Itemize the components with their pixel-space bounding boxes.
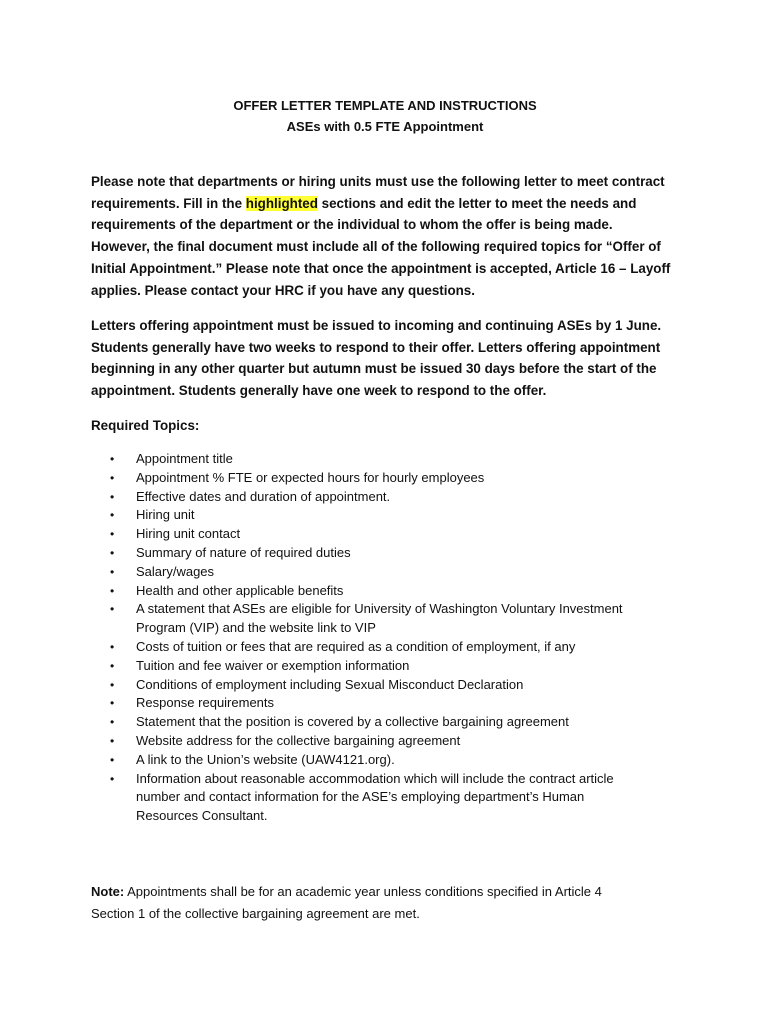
topic-item	[110, 638, 690, 657]
topic-item	[110, 751, 690, 770]
topic-item	[110, 713, 690, 732]
topic-text: A statement that ASEs are eligible for University of Washington Voluntary Investment	[136, 601, 623, 617]
bullet-icon: •	[110, 583, 115, 598]
bullet-icon: •	[110, 564, 115, 579]
topic-text: Website address for the collective bargaining agreement	[136, 732, 461, 748]
topic-text: Statement that the position is covered by a collective bargaining agreement	[136, 714, 569, 730]
topic-item	[110, 732, 690, 751]
topic-text: A link to the Union’s website (UAW4121.org).	[136, 751, 395, 767]
intro-line-3: requirements of the department or the individual to whom the offer is being made.	[91, 217, 613, 233]
bullet-icon: •	[110, 752, 115, 767]
topic-item	[110, 450, 690, 469]
topic-text: Hiring unit	[136, 507, 195, 523]
topic-text: Program (VIP) and the website link to VIP	[136, 620, 376, 636]
letters-line-3: beginning in any other quarter but autumn must be issued 30 days before the start of the	[91, 361, 657, 377]
topic-item	[110, 563, 690, 582]
intro-line-1: Please note that departments or hiring units must use the following letter to meet contract	[91, 174, 665, 189]
topic-text: Hiring unit contact	[136, 526, 241, 542]
topic-item	[110, 600, 690, 638]
topic-item	[110, 488, 690, 507]
topic-text: Health and other applicable benefits	[136, 582, 344, 598]
topic-text: Appointment title	[136, 451, 233, 466]
bullet-icon: •	[110, 639, 115, 654]
title-line-2: ASEs with 0.5 FTE Appointment	[286, 119, 484, 134]
topic-item	[110, 525, 690, 544]
topic-text: Response requirements	[136, 695, 275, 711]
bullet-icon: •	[110, 545, 115, 560]
note-line-2: Section 1 of the collective bargaining agreement are met.	[91, 906, 420, 921]
topic-text: Summary of nature of required duties	[136, 544, 351, 560]
topic-item	[110, 657, 690, 676]
highlighted-word: highlighted	[245, 195, 318, 211]
letters-line-1: Letters offering appointment must be issued to incoming and continuing ASEs by 1 June.	[91, 318, 662, 333]
bullet-icon: •	[110, 771, 115, 786]
bullet-icon: •	[110, 733, 115, 748]
topic-text: Tuition and fee waiver or exemption information	[136, 657, 410, 673]
required-topics-heading: Required Topics:	[91, 418, 200, 433]
bullet-icon: •	[110, 508, 115, 523]
bullet-icon: •	[110, 489, 115, 504]
topic-item	[110, 694, 690, 713]
note-paragraph	[91, 881, 691, 925]
intro-line-5: Initial Appointment.” Please note that once the appointment is accepted, Article 16 – Layoff	[91, 260, 671, 276]
topic-text: Appointment % FTE or expected hours for hourly employees	[136, 469, 485, 485]
document-title	[0, 95, 770, 137]
intro-line-2	[91, 193, 681, 215]
required-topics-list	[110, 450, 690, 826]
bullet-icon: •	[110, 715, 115, 730]
note-line-1	[91, 881, 691, 903]
topic-text: Effective dates and duration of appointment.	[136, 488, 391, 504]
topic-item	[110, 506, 690, 525]
letters-line-2: Students generally have two weeks to respond to their offer. Letters offering appointment	[91, 339, 661, 355]
bullet-icon: •	[110, 696, 115, 711]
topic-text: Salary/wages	[136, 563, 215, 579]
topic-text: Information about reasonable accommodation which will include the contract article	[136, 770, 614, 786]
topic-text: Conditions of employment including Sexual Misconduct Declaration	[136, 676, 524, 692]
note-line-1-text: Appointments shall be for an academic year unless conditions specified in Article 4	[124, 884, 602, 899]
note-label: Note:	[91, 884, 125, 899]
intro-line-4: However, the final document must include all of the following required topics for “Offer of	[91, 239, 661, 255]
topic-item	[110, 469, 690, 488]
bullet-icon: •	[110, 602, 115, 617]
topic-item	[110, 770, 690, 826]
intro-line-6: applies. Please contact your HRC if you have any questions.	[91, 282, 475, 298]
bullet-icon: •	[110, 527, 115, 542]
bullet-icon: •	[110, 470, 115, 485]
bullet-icon: •	[110, 677, 115, 692]
bullet-icon: •	[110, 658, 115, 673]
intro-line-2-before: requirements. Fill in the	[91, 195, 246, 211]
topic-item	[110, 544, 690, 563]
topic-item	[110, 676, 690, 695]
topic-text: Resources Consultant.	[136, 808, 268, 824]
intro-line-2-after: sections and edit the letter to meet the needs and	[317, 195, 637, 211]
intro-paragraph	[91, 171, 681, 301]
topic-text: Costs of tuition or fees that are required as a condition of employment, if any	[136, 638, 576, 654]
topic-item	[110, 582, 690, 601]
letters-paragraph	[91, 315, 681, 402]
letters-line-4: appointment. Students generally have one week to respond to the offer.	[91, 383, 547, 399]
topic-text: number and contact information for the ASE’s employing department’s Human	[136, 789, 585, 805]
title-line-1: OFFER LETTER TEMPLATE AND INSTRUCTIONS	[233, 98, 537, 113]
bullet-icon: •	[110, 452, 115, 466]
